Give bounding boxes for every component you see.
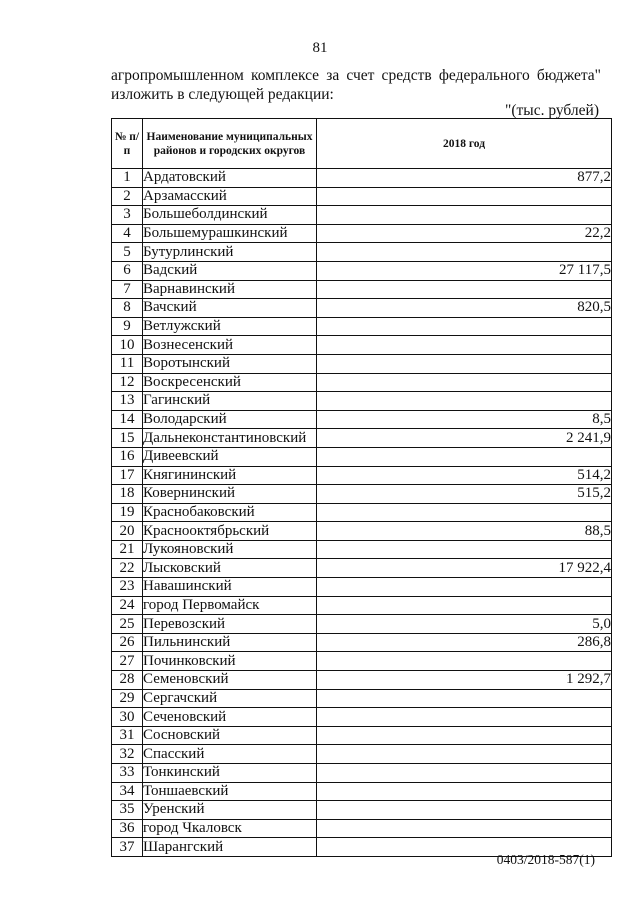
row-name: Шарангский — [143, 838, 317, 857]
row-value: 88,5 — [317, 522, 612, 541]
row-value: 515,2 — [317, 485, 612, 504]
row-name: город Чкаловск — [143, 819, 317, 838]
row-value — [317, 745, 612, 764]
row-number: 11 — [112, 354, 143, 373]
row-name: Ветлужский — [143, 317, 317, 336]
row-number: 20 — [112, 522, 143, 541]
table-row — [112, 466, 612, 485]
table-row — [112, 782, 612, 801]
table-row — [112, 652, 612, 671]
row-name: Вознесенский — [143, 336, 317, 355]
table-row — [112, 243, 612, 262]
row-name: Бутурлинский — [143, 243, 317, 262]
row-name: Володарский — [143, 410, 317, 429]
table-row — [112, 578, 612, 597]
table-row — [112, 336, 612, 355]
table-row — [112, 429, 612, 448]
page-number: 81 — [312, 40, 328, 56]
row-value — [317, 354, 612, 373]
row-number: 9 — [112, 317, 143, 336]
row-name: Ардатовский — [143, 169, 317, 188]
table-row — [112, 596, 612, 615]
row-number: 15 — [112, 429, 143, 448]
row-number: 8 — [112, 299, 143, 318]
row-number: 33 — [112, 764, 143, 783]
row-name: Воротынский — [143, 354, 317, 373]
row-value — [317, 596, 612, 615]
row-value: 17 922,4 — [317, 559, 612, 578]
row-value — [317, 708, 612, 727]
row-value — [317, 801, 612, 820]
row-value — [317, 447, 612, 466]
row-number: 21 — [112, 540, 143, 559]
row-number: 19 — [112, 503, 143, 522]
row-name: Дивеевский — [143, 447, 317, 466]
table-header-row — [112, 119, 612, 169]
row-number: 16 — [112, 447, 143, 466]
row-number: 6 — [112, 261, 143, 280]
row-value: 22,2 — [317, 224, 612, 243]
row-value — [317, 336, 612, 355]
row-number: 4 — [112, 224, 143, 243]
row-value — [317, 206, 612, 225]
row-number: 36 — [112, 819, 143, 838]
table-row — [112, 169, 612, 188]
row-number: 3 — [112, 206, 143, 225]
row-name: Сосновский — [143, 726, 317, 745]
row-name: Семеновский — [143, 671, 317, 690]
row-value — [317, 503, 612, 522]
row-number: 18 — [112, 485, 143, 504]
row-name: Лысковский — [143, 559, 317, 578]
row-value — [317, 764, 612, 783]
row-value: 1 292,7 — [317, 671, 612, 690]
row-number: 24 — [112, 596, 143, 615]
table-row — [112, 392, 612, 411]
row-number: 14 — [112, 410, 143, 429]
header-year: 2018 год — [317, 119, 612, 169]
row-name: Гагинский — [143, 392, 317, 411]
row-name: Пильнинский — [143, 633, 317, 652]
table-row — [112, 280, 612, 299]
row-name: Тонкинский — [143, 764, 317, 783]
row-value — [317, 187, 612, 206]
table-row — [112, 540, 612, 559]
row-value — [317, 726, 612, 745]
row-name: Большеболдинский — [143, 206, 317, 225]
intro-text-line-2: изложить в следующей редакции: — [111, 86, 334, 103]
table-row — [112, 559, 612, 578]
table-row — [112, 819, 612, 838]
document-code: 0403/2018-587(1) — [496, 852, 595, 867]
row-value — [317, 280, 612, 299]
table-row — [112, 261, 612, 280]
table-body — [112, 169, 612, 857]
row-value — [317, 373, 612, 392]
row-number: 32 — [112, 745, 143, 764]
row-name: Дальнеконстантиновский — [143, 429, 317, 448]
row-value: 8,5 — [317, 410, 612, 429]
table-row — [112, 317, 612, 336]
table-row — [112, 708, 612, 727]
table-row — [112, 299, 612, 318]
row-value: 514,2 — [317, 466, 612, 485]
row-number: 10 — [112, 336, 143, 355]
table-row — [112, 224, 612, 243]
row-name: Починковский — [143, 652, 317, 671]
row-name: Тоншаевский — [143, 782, 317, 801]
intro-text-line-1: агропромышленном комплексе за счет средств федерального бюджета" — [111, 67, 601, 84]
row-number: 13 — [112, 392, 143, 411]
funding-table — [111, 118, 612, 857]
row-value — [317, 689, 612, 708]
table-row — [112, 410, 612, 429]
table-row — [112, 373, 612, 392]
row-value — [317, 578, 612, 597]
row-value: 820,5 — [317, 299, 612, 318]
table-row — [112, 503, 612, 522]
row-name: Лукояновский — [143, 540, 317, 559]
row-number: 12 — [112, 373, 143, 392]
table-row — [112, 354, 612, 373]
table-row — [112, 801, 612, 820]
row-number: 27 — [112, 652, 143, 671]
row-number: 17 — [112, 466, 143, 485]
row-name: Княгининский — [143, 466, 317, 485]
header-number: № п/п — [112, 119, 143, 169]
row-value: 5,0 — [317, 615, 612, 634]
row-value — [317, 819, 612, 838]
row-name: Краснооктябрьский — [143, 522, 317, 541]
row-value — [317, 782, 612, 801]
table-row — [112, 745, 612, 764]
row-number: 25 — [112, 615, 143, 634]
row-name: город Первомайск — [143, 596, 317, 615]
row-name: Навашинский — [143, 578, 317, 597]
row-name: Перевозский — [143, 615, 317, 634]
table-row — [112, 764, 612, 783]
row-name: Сеченовский — [143, 708, 317, 727]
row-value: 27 117,5 — [317, 261, 612, 280]
row-number: 29 — [112, 689, 143, 708]
table-row — [112, 187, 612, 206]
row-number: 22 — [112, 559, 143, 578]
row-value — [317, 540, 612, 559]
row-name: Арзамасский — [143, 187, 317, 206]
row-number: 23 — [112, 578, 143, 597]
table-row — [112, 615, 612, 634]
row-value — [317, 317, 612, 336]
row-number: 34 — [112, 782, 143, 801]
row-name: Варнавинский — [143, 280, 317, 299]
row-number: 5 — [112, 243, 143, 262]
table-row — [112, 206, 612, 225]
table-row — [112, 671, 612, 690]
row-name: Спасский — [143, 745, 317, 764]
row-value — [317, 652, 612, 671]
row-name: Большемурашкинский — [143, 224, 317, 243]
unit-label: "(тыс. рублей) — [505, 102, 599, 119]
row-name: Вадский — [143, 261, 317, 280]
row-value — [317, 243, 612, 262]
row-name: Уренский — [143, 801, 317, 820]
row-name: Воскресенский — [143, 373, 317, 392]
row-number: 26 — [112, 633, 143, 652]
table-row — [112, 689, 612, 708]
table-row — [112, 633, 612, 652]
table-row — [112, 485, 612, 504]
row-number: 7 — [112, 280, 143, 299]
row-number: 1 — [112, 169, 143, 188]
row-number: 31 — [112, 726, 143, 745]
row-value: 2 241,9 — [317, 429, 612, 448]
table-row — [112, 522, 612, 541]
row-number: 30 — [112, 708, 143, 727]
row-value — [317, 392, 612, 411]
table-row — [112, 726, 612, 745]
header-name: Наименование муниципальных районов и городских округов — [143, 119, 317, 169]
row-number: 37 — [112, 838, 143, 857]
table-row — [112, 447, 612, 466]
row-name: Краснобаковский — [143, 503, 317, 522]
row-value: 877,2 — [317, 169, 612, 188]
row-value: 286,8 — [317, 633, 612, 652]
row-number: 28 — [112, 671, 143, 690]
row-name: Ковернинский — [143, 485, 317, 504]
row-name: Сергачский — [143, 689, 317, 708]
row-number: 35 — [112, 801, 143, 820]
row-name: Вачский — [143, 299, 317, 318]
row-number: 2 — [112, 187, 143, 206]
